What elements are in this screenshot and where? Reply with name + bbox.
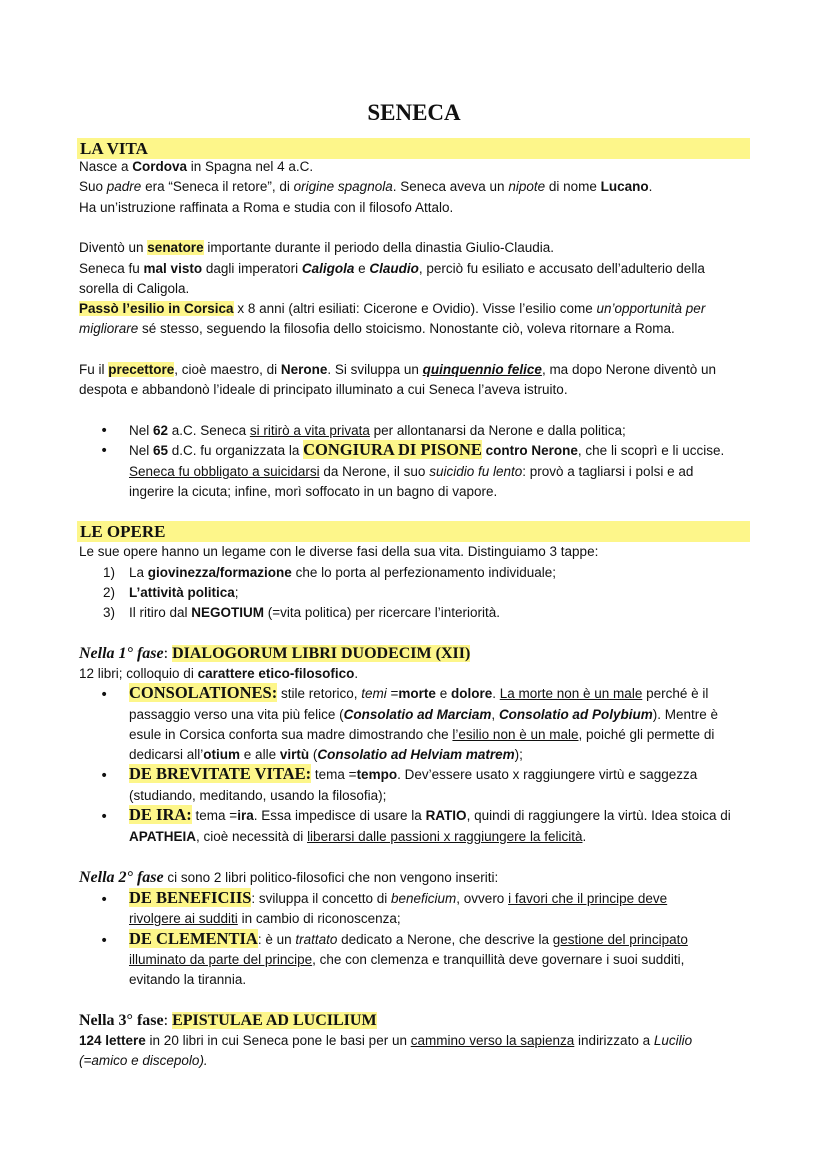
text-line: migliorare sé stesso, seguendo la filosofia dello stoicismo. Nonostante ciò, voleva ritornare a Roma.: [79, 321, 675, 336]
text-line: (=amico e discepolo).: [79, 1053, 208, 1068]
bullet-icon: •: [100, 687, 109, 703]
list-number: 1): [103, 565, 116, 580]
text-line: Fu il precettore, cioè maestro, di Nerone. Si sviluppa un quinquennio felice, ma dopo Nerone diventò un: [79, 362, 717, 377]
list-item: Il ritiro dal NEGOTIUM (=vita politica) per ricercare l’interiorità.: [129, 605, 500, 620]
list-item: DE IRA: tema =ira. Essa impedisce di usare la RATIO, quindi di raggiungere la virtù. Idea stoica di: [129, 805, 731, 824]
text-line: 12 libri; colloquio di carattere etico-filosofico.: [79, 666, 359, 681]
list-item-continuation: rivolgere ai sudditi in cambio di riconoscenza;: [129, 911, 401, 926]
list-number: 3): [103, 605, 116, 620]
text-line: Diventò un senatore importante durante il periodo della dinastia Giulio-Claudia.: [79, 240, 555, 255]
list-item-continuation: ingerire la cicuta; infine, morì soffocato in un bagno di vapore.: [129, 484, 498, 499]
list-item: DE CLEMENTIA: è un trattato dedicato a Nerone, che descrive la gestione del principato: [129, 929, 688, 948]
list-item: DE BENEFICIIS: sviluppa il concetto di beneficium, ovvero i favori che il principe deve: [129, 888, 668, 907]
text-line: Seneca fu mal visto dagli imperatori Caligola e Claudio, perciò fu esiliato e accusato dell’adulterio della: [79, 261, 705, 276]
list-item-continuation: Seneca fu obbligato a suicidarsi da Nerone, il suo suicidio fu lento: provò a tagliarsi i polsi e ad: [129, 464, 694, 479]
list-item: CONSOLATIONES: stile retorico, temi =morte e dolore. La morte non è un male perché è il: [129, 683, 709, 702]
list-item-continuation: esule in Corsica conforta sua madre dimostrando che l’esilio non è un male, poiché gli permette di: [129, 727, 715, 742]
text-line: Passò l’esilio in Corsica x 8 anni (altri esiliati: Cicerone e Ovidio). Visse l’esilio come un’opportunità per: [79, 301, 706, 316]
list-item-continuation: APATHEIA, cioè necessità di liberarsi dalle passioni x raggiungere la felicità.: [129, 829, 587, 844]
list-item: La giovinezza/formazione che lo porta al perfezionamento individuale;: [129, 565, 556, 580]
page-title: SENECA: [367, 100, 461, 125]
text-line: Ha un’istruzione raffinata a Roma e studia con il filosofo Attalo.: [79, 200, 454, 215]
bullet-icon: •: [100, 423, 109, 439]
bullet-icon: •: [100, 809, 109, 825]
text-line: Nasce a Cordova in Spagna nel 4 a.C.: [79, 159, 314, 174]
bullet-icon: •: [100, 443, 109, 459]
text-line: despota e abbandonò l’ideale di principato illuminato a cui Seneca l’aveva istruito.: [79, 382, 568, 397]
text-line: sorella di Caligola.: [79, 281, 190, 296]
list-item: DE BREVITATE VITAE: tema =tempo. Dev’essere usato x raggiungere virtù e saggezza: [129, 764, 698, 783]
bullet-icon: •: [100, 768, 109, 784]
list-item-continuation: illuminato da parte del principe, che con clemenza e tranquillità deve governare i suoi sudditi,: [129, 952, 685, 967]
list-item: Nel 65 d.C. fu organizzata la CONGIURA DI PISONE contro Nerone, che li scoprì e li uccise.: [129, 440, 725, 459]
phase-heading-2: Nella 2° fase ci sono 2 libri politico-filosofici che non vengono inseriti:: [79, 869, 499, 886]
list-item: Nel 62 a.C. Seneca si ritirò a vita privata per allontanarsi da Nerone e dalla politica;: [129, 423, 626, 438]
section-heading-vita: LA VITA: [77, 138, 750, 159]
list-item: L’attività politica;: [129, 585, 239, 600]
list-number: 2): [103, 585, 116, 600]
bullet-icon: •: [100, 892, 109, 908]
section-heading-opere: LE OPERE: [77, 521, 750, 542]
list-item-continuation: (studiando, meditando, usando la filosofia);: [129, 788, 387, 803]
text-line: Suo padre era “Seneca il retore”, di origine spagnola. Seneca aveva un nipote di nome Lucano.: [79, 179, 653, 194]
list-item-continuation: passaggio verso una vita più felice (Consolatio ad Marciam, Consolatio ad Polybium). Mentre è: [129, 707, 718, 722]
phase-heading-1: Nella 1° fase: DIALOGORUM LIBRI DUODECIM (XII): [79, 645, 471, 662]
list-item-continuation: dedicarsi all’otium e alle virtù (Consolatio ad Helviam matrem);: [129, 747, 523, 762]
bullet-icon: •: [100, 933, 109, 949]
text-line: Le sue opere hanno un legame con le diverse fasi della sua vita. Distinguiamo 3 tappe:: [79, 544, 599, 559]
text-line: 124 lettere in 20 libri in cui Seneca pone le basi per un cammino verso la sapienza indirizzato a Lucilio: [79, 1033, 693, 1048]
list-item-continuation: evitando la tirannia.: [129, 972, 247, 987]
phase-heading-3: Nella 3° fase: EPISTULAE AD LUCILIUM: [79, 1012, 377, 1029]
